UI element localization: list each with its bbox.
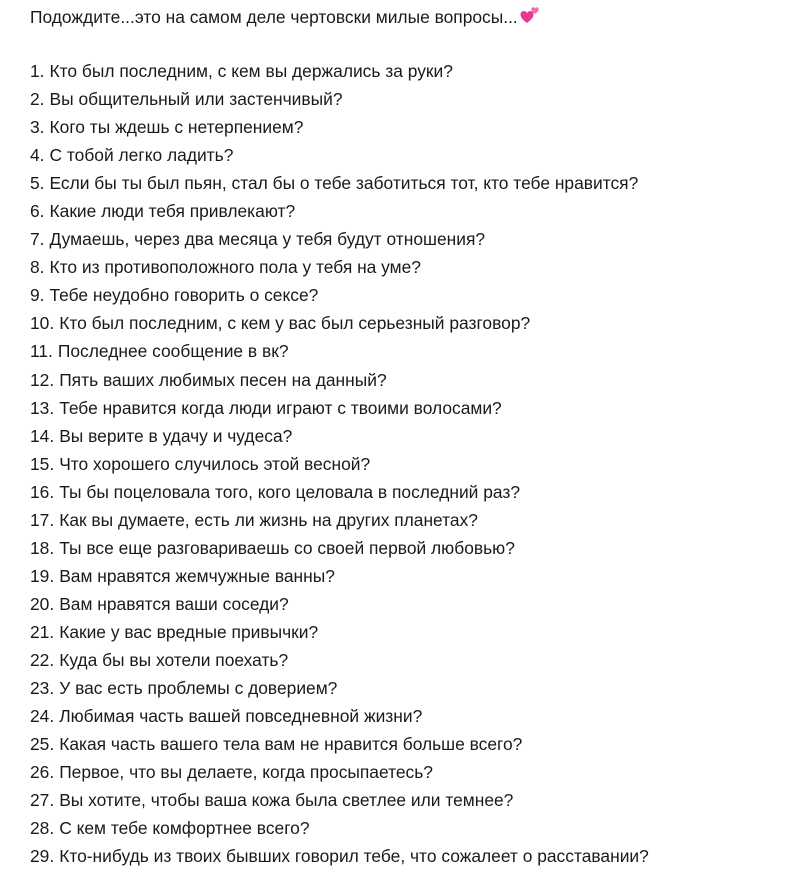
question-number: 15. — [30, 453, 55, 474]
question-text: Ты все еще разговариваешь со своей первой любовью? — [59, 537, 515, 558]
question-number: 26. — [30, 762, 55, 783]
question-item — [30, 702, 649, 730]
question-text: Любимая часть вашей повседневной жизни? — [59, 706, 423, 727]
question-item — [30, 842, 649, 870]
question-number: 27. — [30, 790, 55, 811]
question-item — [30, 590, 649, 618]
question-number: 10. — [30, 313, 55, 334]
question-number: 14. — [30, 425, 55, 446]
question-number: 23. — [30, 678, 55, 699]
question-item — [30, 337, 649, 365]
two-hearts-icon — [520, 5, 540, 25]
question-text: Какие у вас вредные привычки? — [59, 621, 319, 642]
question-text: Вам нравятся жемчужные ванны? — [59, 565, 335, 586]
question-number: 29. — [30, 846, 55, 867]
question-item — [30, 57, 649, 85]
question-text: Кто был последним, с кем у вас был серьезный разговор? — [59, 313, 531, 334]
question-text: Вы хотите, чтобы ваша кожа была светлее или темнее? — [59, 790, 514, 811]
question-text: Кто был последним, с кем вы держались за руки? — [49, 61, 453, 81]
question-item — [30, 478, 649, 506]
question-item — [30, 309, 649, 337]
question-text: Пять ваших любимых песен на данный? — [59, 369, 387, 390]
question-text: Кто-нибудь из твоих бывших говорил тебе, что сожалеет о расставании? — [59, 846, 649, 867]
question-number: 2. — [30, 89, 45, 110]
question-item — [30, 197, 649, 225]
question-number: 18. — [30, 537, 55, 558]
question-number: 5. — [30, 173, 45, 194]
question-text: Какие люди тебя привлекают? — [49, 201, 296, 222]
question-item — [30, 506, 649, 534]
question-text: Вы верите в удачу и чудеса? — [59, 425, 293, 446]
question-number: 7. — [30, 229, 45, 250]
question-text: Ты бы поцеловала того, кого целовала в последний раз? — [59, 481, 521, 502]
questions-list — [30, 57, 649, 870]
question-text: Куда бы вы хотели поехать? — [59, 649, 289, 670]
question-text: С кем тебе комфортнее всего? — [59, 818, 310, 839]
intro-text: Подождите...это на самом деле чертовски милые вопросы... — [30, 7, 518, 27]
question-text: Кто из противоположного пола у тебя на уме? — [49, 257, 421, 278]
question-number: 21. — [30, 621, 55, 642]
question-number: 20. — [30, 593, 55, 614]
post-body — [30, 0, 800, 867]
question-number: 13. — [30, 397, 55, 418]
question-item — [30, 366, 649, 394]
question-item — [30, 758, 649, 786]
question-text: Тебе нравится когда люди играют с твоими волосами? — [59, 397, 502, 418]
question-item — [30, 814, 649, 842]
question-item — [30, 618, 649, 646]
question-item — [30, 281, 649, 309]
question-item — [30, 253, 649, 281]
question-text: Вам нравятся ваши соседи? — [59, 593, 289, 614]
question-number: 3. — [30, 117, 45, 138]
question-text: Кого ты ждешь с нетерпением? — [49, 117, 304, 138]
question-item — [30, 730, 649, 758]
question-number: 11. — [30, 341, 53, 362]
question-item — [30, 534, 649, 562]
question-number: 8. — [30, 257, 45, 278]
question-text: Первое, что вы делаете, когда просыпаетесь? — [59, 762, 433, 783]
question-item — [30, 674, 649, 702]
question-number: 22. — [30, 649, 55, 670]
question-item — [30, 422, 649, 450]
question-text: Вы общительный или застенчивый? — [49, 89, 343, 110]
question-number: 19. — [30, 565, 55, 586]
question-number: 6. — [30, 201, 45, 222]
question-number: 17. — [30, 509, 55, 530]
question-item — [30, 85, 649, 113]
question-item — [30, 786, 649, 814]
question-number: 1. — [30, 61, 45, 81]
post-intro — [30, 2, 800, 32]
question-number: 28. — [30, 818, 55, 839]
question-item — [30, 394, 649, 422]
question-item — [30, 225, 649, 253]
question-item — [30, 562, 649, 590]
question-text: Если бы ты был пьян, стал бы о тебе заботиться тот, кто тебе нравится? — [49, 173, 639, 194]
question-number: 16. — [30, 481, 55, 502]
question-text: С тобой легко ладить? — [49, 145, 234, 166]
question-item — [30, 113, 649, 141]
question-item — [30, 450, 649, 478]
question-number: 12. — [30, 369, 55, 390]
large-heart-shape — [520, 11, 533, 23]
question-text: Как вы думаете, есть ли жизнь на других планетах? — [59, 509, 478, 530]
question-text: Какая часть вашего тела вам не нравится больше всего? — [59, 734, 523, 755]
question-item — [30, 646, 649, 674]
question-number: 25. — [30, 734, 55, 755]
question-text: Думаешь, через два месяца у тебя будут отношения? — [49, 229, 486, 250]
question-item — [30, 141, 649, 169]
question-number: 9. — [30, 285, 45, 306]
question-number: 24. — [30, 706, 55, 727]
question-text: Тебе неудобно говорить о сексе? — [49, 285, 319, 306]
question-text: У вас есть проблемы с доверием? — [59, 678, 338, 699]
question-number: 4. — [30, 145, 45, 166]
question-text: Последнее сообщение в вк? — [57, 341, 289, 362]
question-item — [30, 169, 649, 197]
question-text: Что хорошего случилось этой весной? — [59, 453, 371, 474]
